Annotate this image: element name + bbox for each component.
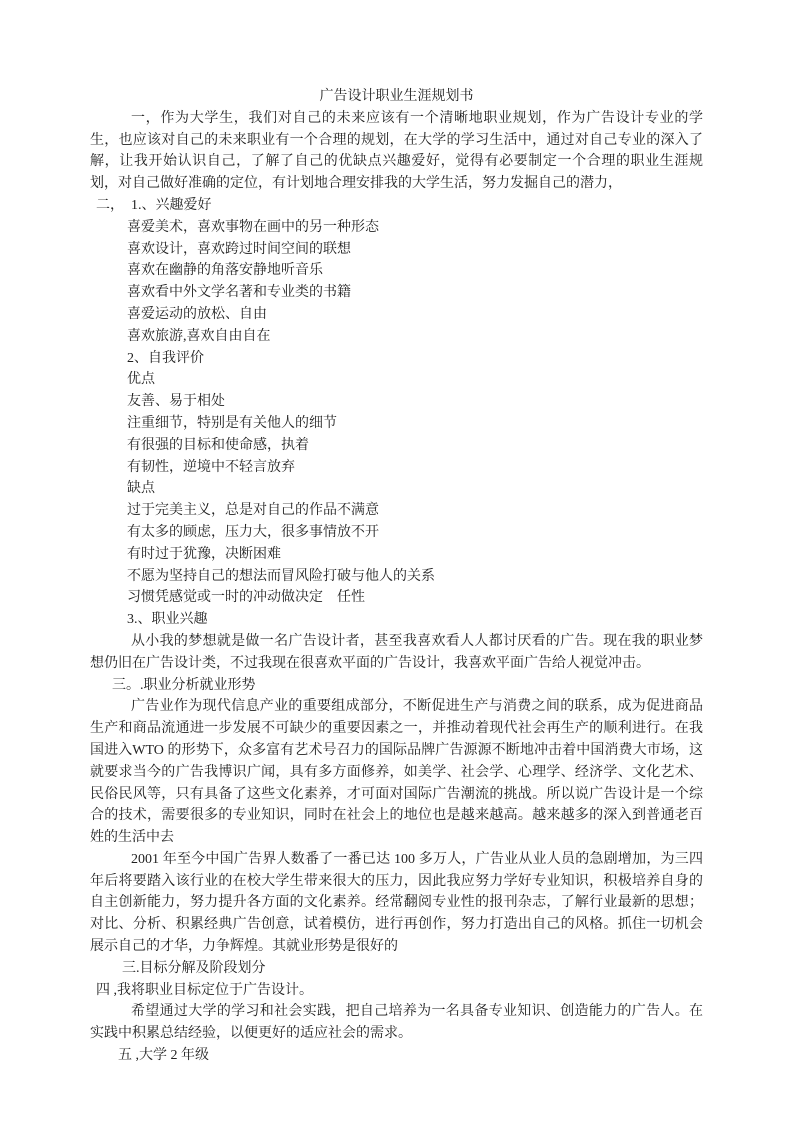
doc-line: 有韧性，逆境中不轻言放弃 xyxy=(127,459,295,475)
paragraph: 从小我的梦想就是做一名广告设计者，甚至我喜欢看人人都讨厌看的广告。现在我的职业梦想仍旧在广告设计类，不过我现在很喜欢平面的广告设计，我喜欢平面广告给人视觉冲击。 xyxy=(90,633,703,671)
doc-line: 不愿为坚持自己的想法而冒风险打破与他人的关系 xyxy=(127,568,435,584)
doc-line: 过于完美主义，总是对自己的作品不满意 xyxy=(127,503,379,519)
doc-line: 喜欢旅游,喜欢自由自在 xyxy=(127,328,271,344)
paragraph: 广告业作为现代信息产业的重要组成部分，不断促进生产与消费之间的联系，成为促进商品生产和商品流通进一步发展不可缺少的重要因素之一，并推动着现代社会再生产的顺利进行。在我国进入WTO 的形势下，众多富有艺术号召力的国际品牌广告源源不断地冲击着中国消费大市场，这就要求当今的广告我博识广闻，具有多方面修养，如美学、社会学、心理学、经济学、文化艺术、民俗民风等，只有具备了这些文化素养，才可面对国际广告潮流的挑战。所以说广告设计是一个综合的技术，需要很多的专业知识，同时在社会上的地位也是越来越高。越来越多的深入到普通老百姓的生活中去 xyxy=(90,699,703,846)
doc-line: 四 ,我将职业目标定位于广告设计。 xyxy=(96,982,313,998)
doc-line: 有很强的目标和使命感，执着 xyxy=(127,437,309,453)
doc-line: 优点 xyxy=(127,372,155,388)
doc-line: 3.、职业兴趣 xyxy=(127,612,208,628)
document-content xyxy=(90,86,703,1067)
doc-line: 注重细节，特别是有关他人的细节 xyxy=(127,415,337,431)
document-body xyxy=(90,108,703,1067)
doc-line: 习惯凭感觉或一时的冲动做决定 任性 xyxy=(127,590,365,606)
doc-line: 喜爱美术，喜欢事物在画中的另一种形态 xyxy=(127,219,379,235)
paragraph: 希望通过大学的学习和社会实践，把自己培养为一名具备专业知识、创造能力的广告人。在实践中积累总结经验，以便更好的适应社会的需求。 xyxy=(90,1004,703,1042)
doc-line: 喜欢设计，喜欢跨过时间空间的联想 xyxy=(127,241,351,257)
doc-line: 二， 1.、兴趣爱好 xyxy=(96,197,212,213)
paragraph: 2001 年至今中国广告界人数番了一番已达 100 多万人，广告业从业人员的急剧增加，为三四年后将要踏入该行业的在校大学生带来很大的压力，因此我应努力学好专业知识，积极培养自身的自主创新能力，努力提升各方面的文化素养。经常翻阅专业性的报刊杂志，了解行业最新的思想；对比、分析、积累经典广告创意，试着模仿，进行再创作，努力打造出自己的风格。抓住一切机会展示自己的才华，力争辉煌。其就业形势是很好的 xyxy=(90,851,703,955)
doc-line: 友善、易于相处 xyxy=(127,394,225,410)
doc-line: 2、自我评价 xyxy=(127,350,204,366)
doc-line: 五 ,大学 2 年级 xyxy=(118,1048,209,1064)
doc-line: 喜欢看中外文学名著和专业类的书籍 xyxy=(127,285,351,301)
doc-line: 缺点 xyxy=(127,481,155,497)
doc-line: 有太多的顾虑，压力大，很多事情放不开 xyxy=(127,524,379,540)
doc-line: 喜欢在幽静的角落安静地听音乐 xyxy=(127,263,323,279)
paragraph: 一，作为大学生，我们对自己的未来应该有一个清晰地职业规划，作为广告设计专业的学生，也应该对自己的未来职业有一个合理的规划，在大学的学习生活中，通过对自己专业的深入了解，让我开始认识自己，了解了自己的优缺点兴趣爱好，觉得有必要制定一个合理的职业生涯规划，对自己做好准确的定位，有计划地合理安排我的大学生活，努力发掘自己的潜力， xyxy=(90,110,703,192)
doc-line: 喜爱运动的放松、自由 xyxy=(127,306,267,322)
doc-line: 有时过于犹豫，决断困难 xyxy=(127,546,281,562)
doc-line: 三。.职业分析就业形势 xyxy=(112,677,256,693)
doc-line: 三.目标分解及阶段划分 xyxy=(122,960,266,976)
page-title: 广告设计职业生涯规划书 xyxy=(319,89,474,104)
